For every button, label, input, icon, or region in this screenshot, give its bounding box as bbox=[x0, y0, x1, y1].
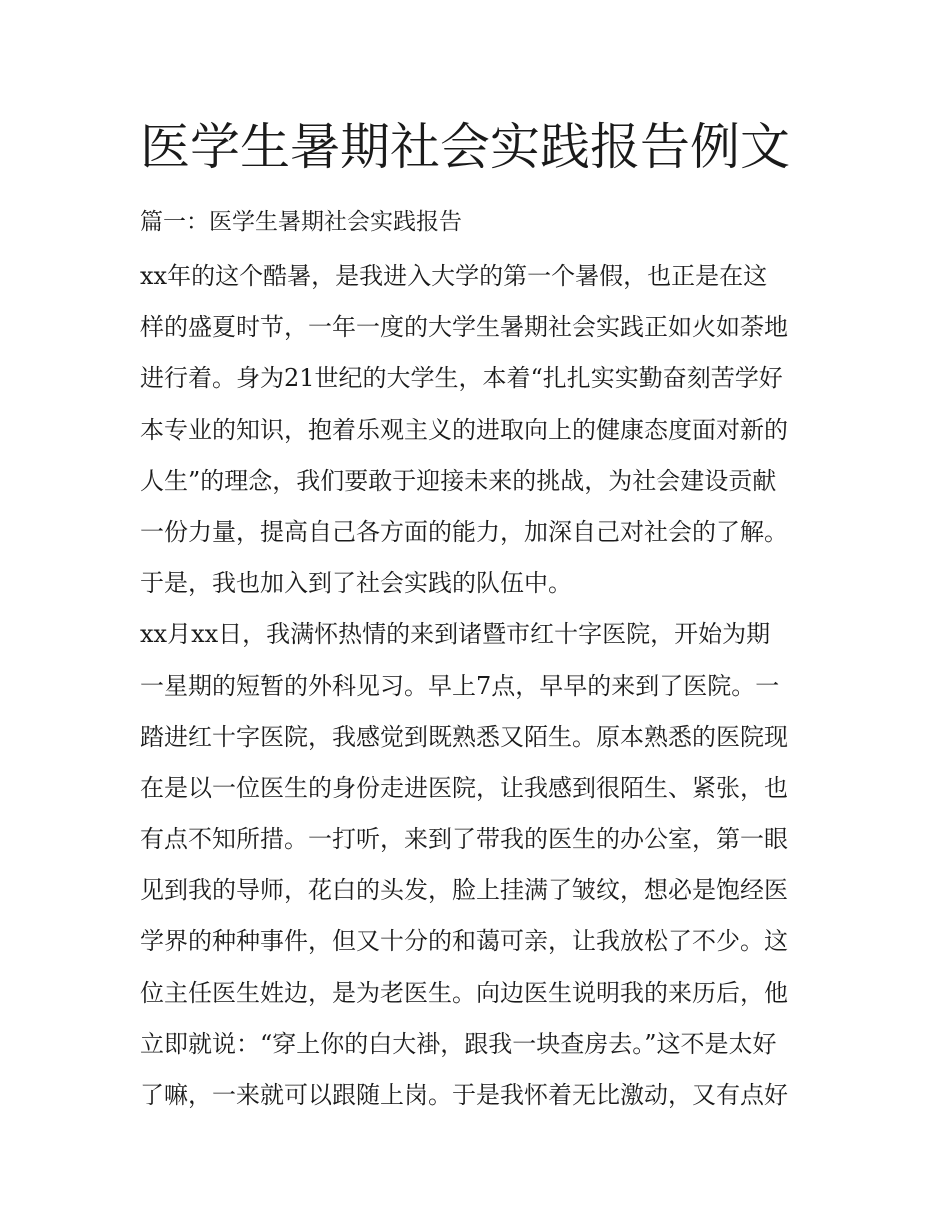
paragraph-line: 样的盛夏时节，一年一度的大学生暑期社会实践正如火如荼地 bbox=[140, 313, 788, 342]
body-text bbox=[140, 251, 830, 1121]
paragraph-line: 有点不知所措。一打听，来到了带我的医生的办公室，第一眼 bbox=[140, 825, 788, 854]
paragraph-line: 在是以一位医生的身份走进医院，让我感到很陌生、紧张，也 bbox=[140, 773, 788, 802]
paragraph-line: 于是，我也加入到了社会实践的队伍中。 bbox=[140, 569, 572, 598]
paragraph-line: 立即就说：“穿上你的白大褂，跟我一块查房去。”这不是太好 bbox=[140, 1029, 777, 1058]
paragraph-line: 了嘛，一来就可以跟随上岗。于是我怀着无比激动，又有点好 bbox=[140, 1081, 788, 1109]
paragraph-line: 一星期的短暂的外科见习。早上7点，早早的来到了医院。一 bbox=[140, 671, 780, 700]
paragraph-line: 踏进红十字医院，我感觉到既熟悉又陌生。原本熟悉的医院现 bbox=[140, 722, 788, 751]
paragraph-line: 见到我的导师，花白的头发，脸上挂满了皱纹，想必是饱经医 bbox=[140, 876, 788, 905]
paragraph-line: 位主任医生姓边，是为老医生。向边医生说明我的来历后，他 bbox=[140, 978, 788, 1007]
document-title: 医学生暑期社会实践报告例文 bbox=[140, 118, 790, 176]
paragraph-line: 学界的种种事件，但又十分的和蔼可亲，让我放松了不少。这 bbox=[140, 927, 788, 956]
paragraph-line: 一份力量，提高自己各方面的能力，加深自己对社会的了解。 bbox=[140, 517, 788, 546]
paragraph-line: 进行着。身为21世纪的大学生，本着“扎扎实实勤奋刻苦学好 bbox=[140, 364, 783, 393]
paragraph-line: xx年的这个酷暑，是我进入大学的第一个暑假，也正是在这 bbox=[140, 262, 768, 290]
paragraph-line: xx月xx日，我满怀热情的来到诸暨市红十字医院，开始为期 bbox=[140, 620, 771, 649]
paragraph-line: 人生”的理念，我们要敢于迎接未来的挑战，为社会建设贡献 bbox=[140, 466, 777, 495]
section-heading: 篇一：医学生暑期社会实践报告 bbox=[140, 209, 462, 235]
paragraph-line: 本专业的知识，抱着乐观主义的进取向上的健康态度面对新的 bbox=[140, 415, 788, 444]
